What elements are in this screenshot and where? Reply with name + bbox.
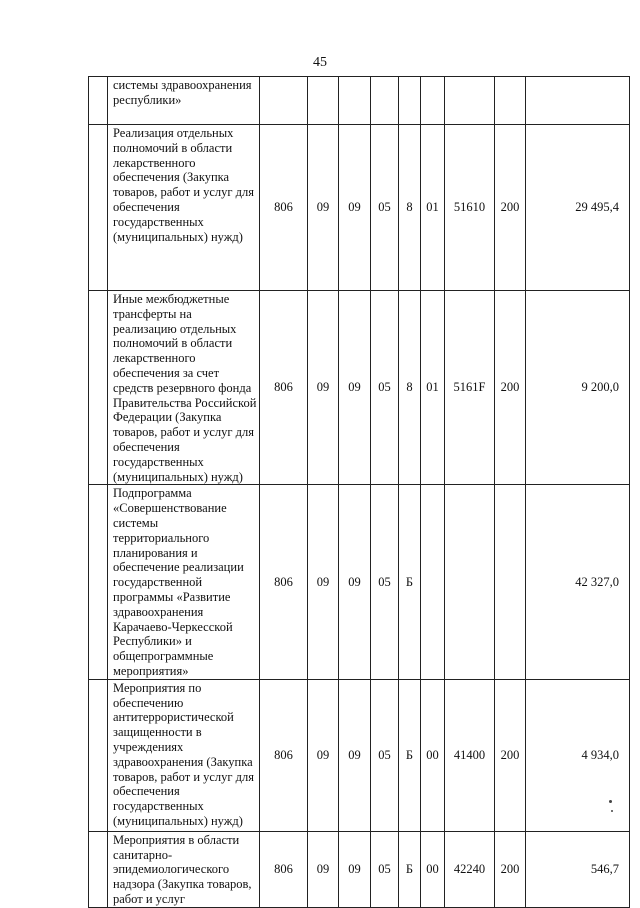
amount-value: 29 495,4 (526, 125, 630, 291)
subsection-code: 09 (339, 291, 371, 485)
subsection-code: 09 (339, 125, 371, 291)
margin-cell (89, 831, 108, 907)
subsection-code: 09 (339, 679, 371, 831)
expense-type-code: 200 (495, 831, 526, 907)
budget-table (88, 76, 630, 908)
table-row (89, 77, 630, 125)
margin-cell (89, 125, 108, 291)
scan-speck (609, 800, 612, 803)
item-name: Реализация отдельных полномочий в области лекарственного обеспечения (Закупка товаров, работ и услуг для обеспечения государственных (муниципальных) нужд) (108, 125, 260, 291)
program-code (371, 77, 399, 125)
amount-value: 546,7 (526, 831, 630, 907)
expense-type-code: 200 (495, 291, 526, 485)
item-name: Иные межбюджетные трансферты на реализацию отдельных полномочий в области лекарственного обеспечения за счет средств резервного фонда Правительства Российской Федерации (Закупка товаров, работ и услуг для обеспечения государственных (муниципальных) нужд) (108, 291, 260, 485)
section-code: 09 (308, 291, 339, 485)
event-code: 00 (421, 679, 445, 831)
ministry-code: 806 (260, 831, 308, 907)
direction-code: 51610 (445, 125, 495, 291)
direction-code: 5161F (445, 291, 495, 485)
margin-cell (89, 77, 108, 125)
table-row (89, 485, 630, 679)
event-code: 01 (421, 291, 445, 485)
table-row (89, 291, 630, 485)
amount-value: 42 327,0 (526, 485, 630, 679)
subprogram-code: 8 (399, 291, 421, 485)
table-row (89, 125, 630, 291)
expense-type-code (495, 77, 526, 125)
table-body (89, 77, 630, 908)
subprogram-code (399, 77, 421, 125)
subsection-code (339, 77, 371, 125)
item-name: Мероприятия в области санитарно-эпидемиологического надзора (Закупка товаров, работ и услуг (108, 831, 260, 907)
margin-cell (89, 485, 108, 679)
item-name: Мероприятия по обеспечению антитеррористической защищенности в учреждениях здравоохранения (Закупка товаров, работ и услуг для обеспечения государственных (муниципальных) нужд) (108, 679, 260, 831)
subsection-code: 09 (339, 485, 371, 679)
subprogram-code: Б (399, 485, 421, 679)
table-row (89, 679, 630, 831)
section-code: 09 (308, 831, 339, 907)
section-code: 09 (308, 679, 339, 831)
subsection-code: 09 (339, 831, 371, 907)
ministry-code: 806 (260, 125, 308, 291)
event-code (421, 485, 445, 679)
ministry-code: 806 (260, 291, 308, 485)
ministry-code (260, 77, 308, 125)
amount-value: 9 200,0 (526, 291, 630, 485)
page-number: 45 (313, 55, 327, 70)
expense-type-code: 200 (495, 125, 526, 291)
program-code: 05 (371, 291, 399, 485)
amount-value (526, 77, 630, 125)
section-code: 09 (308, 485, 339, 679)
margin-cell (89, 679, 108, 831)
program-code: 05 (371, 679, 399, 831)
margin-cell (89, 291, 108, 485)
direction-code (445, 485, 495, 679)
expense-type-code (495, 485, 526, 679)
program-code: 05 (371, 485, 399, 679)
ministry-code: 806 (260, 679, 308, 831)
item-name: системы здравоохранения республики» (108, 77, 260, 125)
ministry-code: 806 (260, 485, 308, 679)
section-code: 09 (308, 125, 339, 291)
direction-code: 41400 (445, 679, 495, 831)
direction-code (445, 77, 495, 125)
event-code: 00 (421, 831, 445, 907)
table-row (89, 831, 630, 907)
program-code: 05 (371, 831, 399, 907)
amount-value: 4 934,0 (526, 679, 630, 831)
subprogram-code: 8 (399, 125, 421, 291)
program-code: 05 (371, 125, 399, 291)
subprogram-code: Б (399, 831, 421, 907)
event-code: 01 (421, 125, 445, 291)
direction-code: 42240 (445, 831, 495, 907)
expense-type-code: 200 (495, 679, 526, 831)
subprogram-code: Б (399, 679, 421, 831)
section-code (308, 77, 339, 125)
scan-speck (611, 810, 613, 812)
event-code (421, 77, 445, 125)
item-name: Подпрограмма «Совершенствование системы территориального планирования и обеспечение реализации государственной программы «Развитие здравоохранения Карачаево-Черкесской Республики» и общепрограммные мероприятия» (108, 485, 260, 679)
